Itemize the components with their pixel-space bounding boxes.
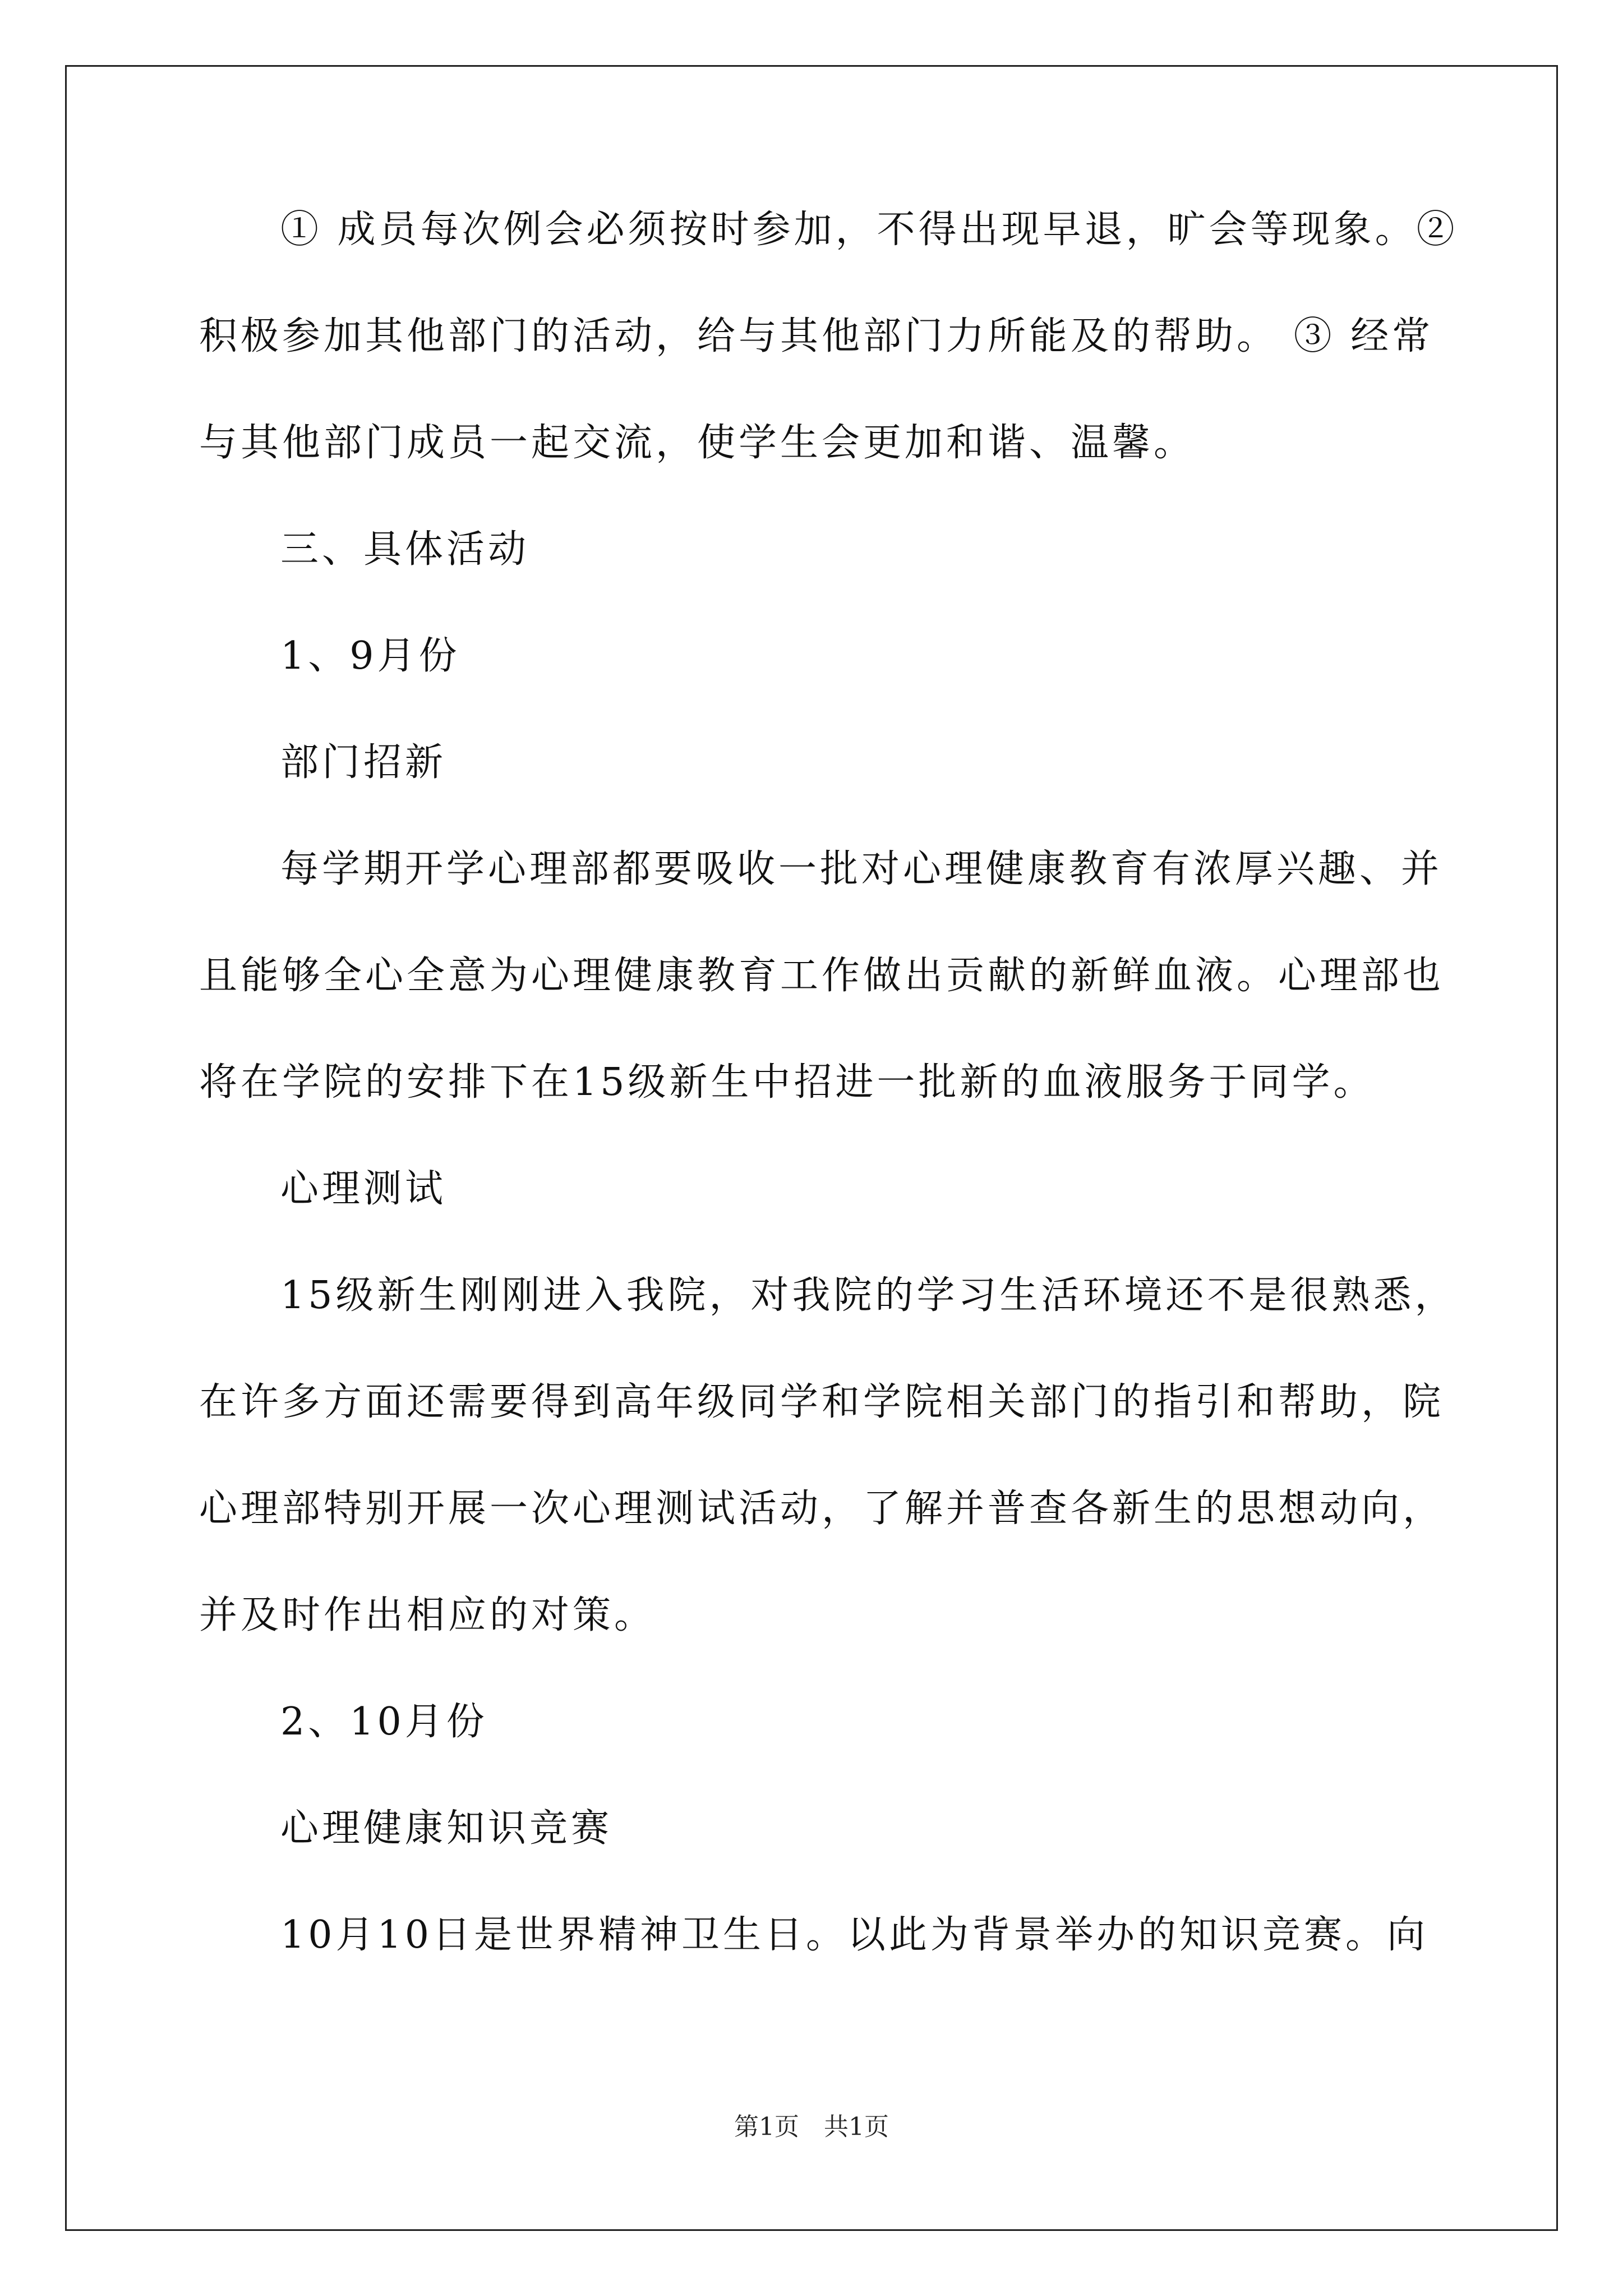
month-heading: 2、10月份 [280,1700,488,1744]
paragraph-line: 积极参加其他部门的活动，给与其他部门力所能及的帮助。 ③ 经常 [199,314,1434,358]
page-footer: 第1页 共1页 [734,2113,889,2141]
page-border [65,65,1558,2231]
activity-heading: 心理测试 [280,1167,447,1211]
paragraph-line: 在许多方面还需要得到高年级同学和学院相关部门的指引和帮助，院 [199,1380,1445,1424]
section-heading: 三、具体活动 [280,527,530,572]
paragraph-line: 15级新生刚刚进入我院，对我院的学习生活环境还不是很熟悉， [280,1273,1456,1318]
paragraph-line: 10月10日是世界精神卫生日。以此为背景举办的知识竞赛。向 [280,1913,1429,1957]
paragraph-line: 且能够全心全意为心理健康教育工作做出贡献的新鲜血液。心理部也 [199,954,1445,998]
paragraph-line: 与其他部门成员一起交流，使学生会更加和谐、温馨。 [199,421,1196,465]
activity-heading: 心理健康知识竞赛 [280,1806,613,1851]
month-heading: 1、9月份 [280,634,460,678]
paragraph-line: 将在学院的安排下在15级新生中招进一批新的血液服务于同学。 [199,1060,1375,1105]
paragraph-line: 心理部特别开展一次心理测试活动，了解并普查各新生的思想动向， [199,1487,1445,1531]
activity-heading: 部门招新 [280,740,447,785]
paragraph-line: 每学期开学心理部都要吸收一批对心理健康教育有浓厚兴趣、并 [280,847,1443,891]
paragraph-line: ① 成员每次例会必须按时参加，不得出现早退，旷会等现象。② [280,208,1458,252]
paragraph-line: 并及时作出相应的对策。 [199,1593,656,1637]
